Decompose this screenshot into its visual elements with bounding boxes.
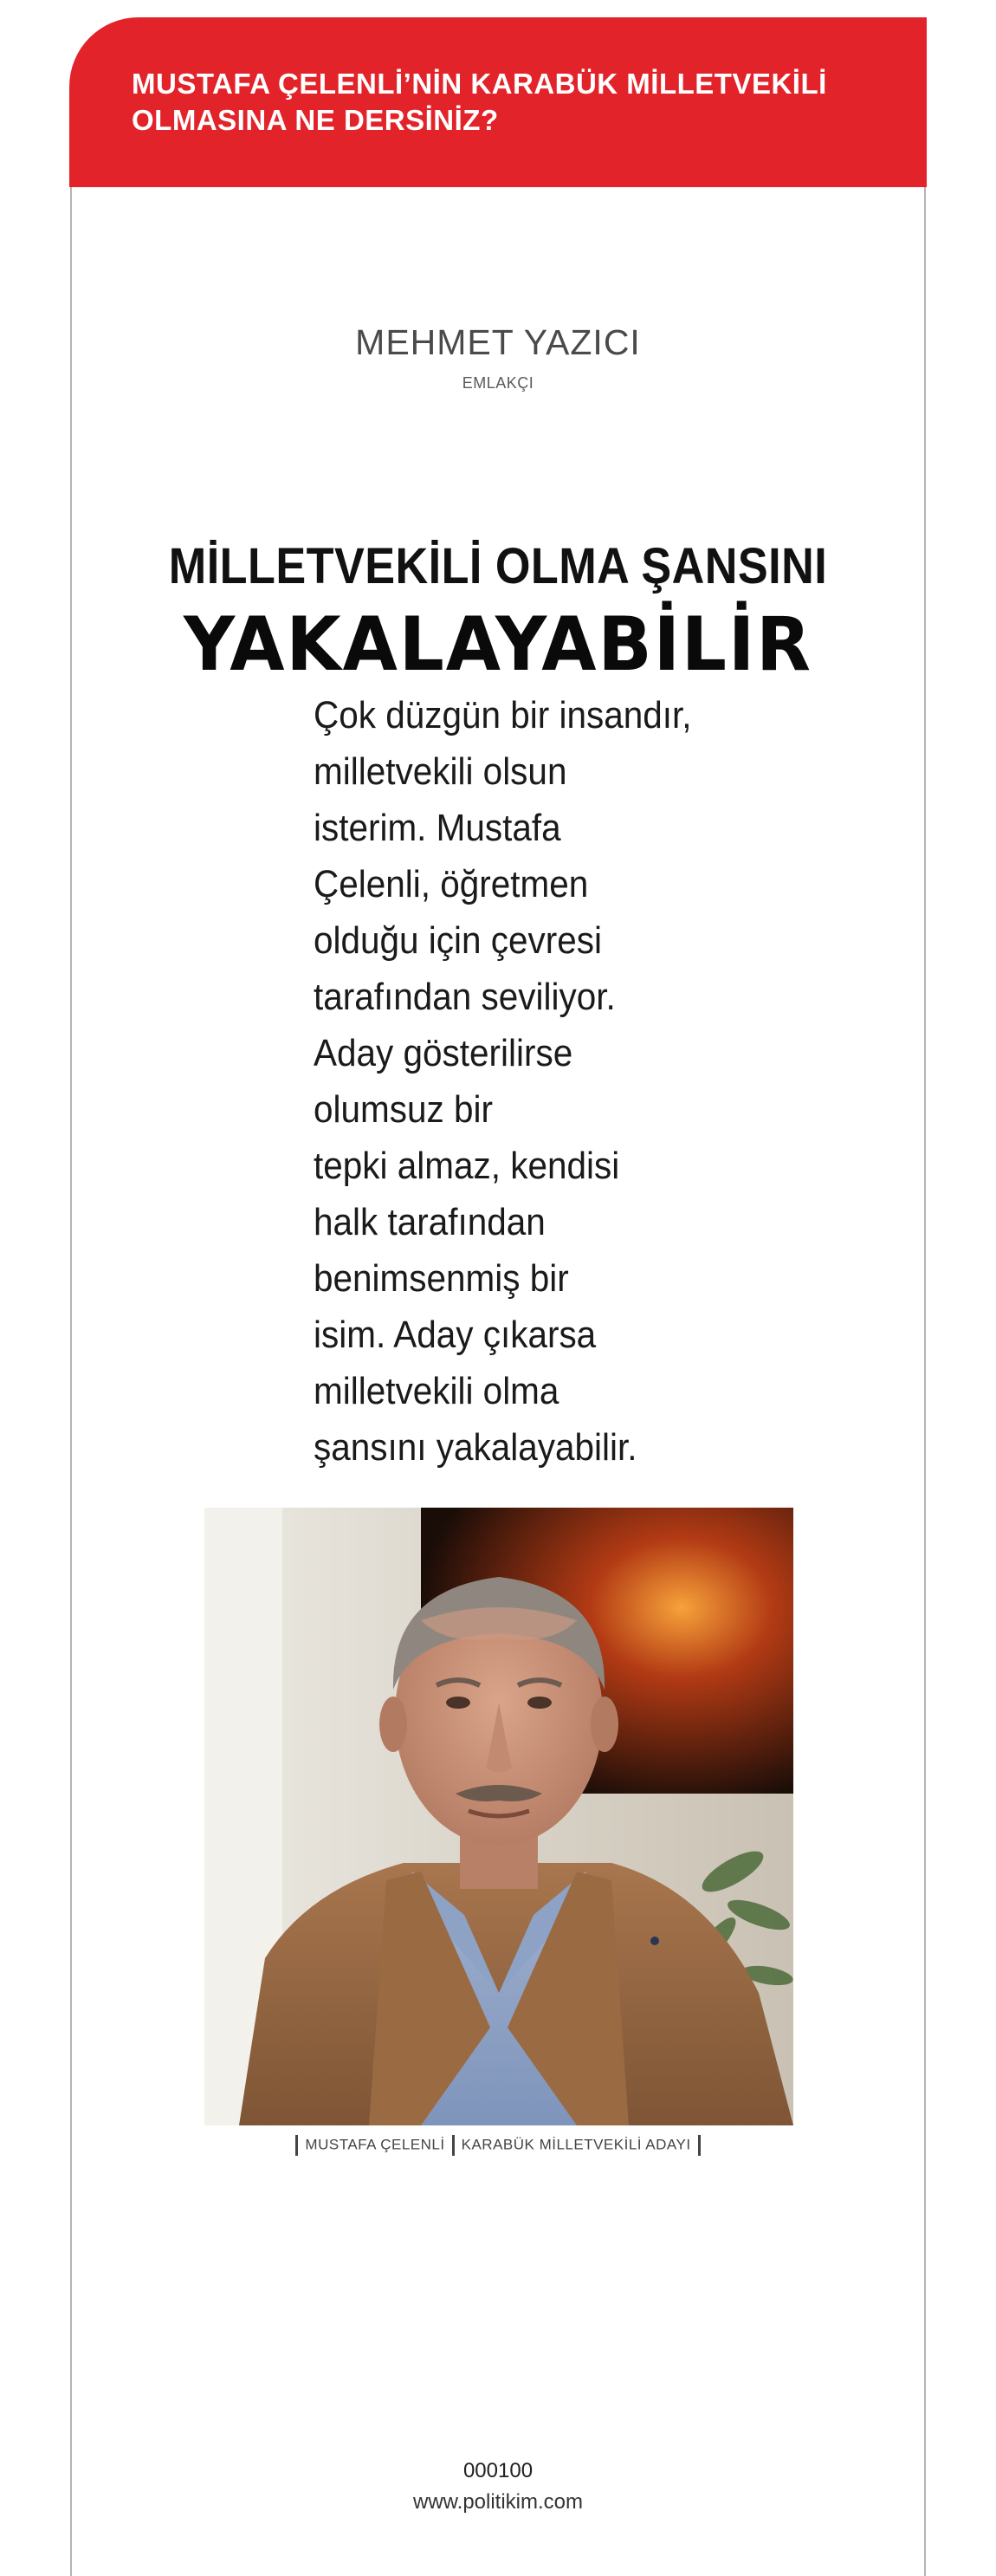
quote-line: Çok düzgün bir insandır, [314, 694, 692, 736]
header-title-line-1: MUSTAFA ÇELENLİ’NİN KARABÜK MİLLETVEKİLİ [132, 68, 827, 100]
quote-line: halk tarafından [314, 1201, 546, 1243]
portrait-photo [204, 1508, 793, 2125]
quote-line: olumsuz bir [314, 1088, 493, 1131]
quote-line: isterim. Mustafa [314, 807, 561, 849]
headline-line-2: YAKALAYABİLİR [184, 601, 812, 688]
quote-line: benimsenmiş bir [314, 1257, 569, 1300]
caption-divider [295, 2135, 298, 2156]
quote-line: tarafından seviliyor. [314, 976, 616, 1018]
quote-line: milletvekili olsun [314, 750, 567, 793]
quote-line: olduğu için çevresi [314, 919, 603, 962]
website-link[interactable]: www.politikim.com [412, 2490, 584, 2514]
author-role: EMLAKÇI [462, 374, 534, 392]
headline-line-1: MİLLETVEKİLİ OLMA ŞANSINI [168, 538, 828, 594]
quote-line: isim. Aday çıkarsa [314, 1314, 597, 1356]
header-title-line-2: OLMASINA NE DERSİNİZ? [132, 104, 499, 136]
caption-title: KARABÜK MİLLETVEKİLİ ADAYI [461, 2136, 691, 2153]
header-banner [69, 17, 927, 187]
quote-line: şansını yakalayabilir. [314, 1426, 637, 1469]
quote-line: milletvekili olma [314, 1370, 559, 1412]
caption-name: MUSTAFA ÇELENLİ [305, 2136, 445, 2153]
caption-divider [698, 2135, 701, 2156]
quote-body [314, 687, 712, 1476]
author-name: MEHMET YAZICI [355, 322, 641, 362]
header-title [132, 66, 894, 139]
quote-line: tepki almaz, kendisi [314, 1145, 620, 1187]
caption-divider [452, 2135, 455, 2156]
quote-line: Aday gösterilirse [314, 1032, 573, 1074]
photo-caption [0, 2135, 996, 2156]
page-number: 000100 [462, 2459, 534, 2482]
quote-line: Çelenli, öğretmen [314, 863, 589, 905]
